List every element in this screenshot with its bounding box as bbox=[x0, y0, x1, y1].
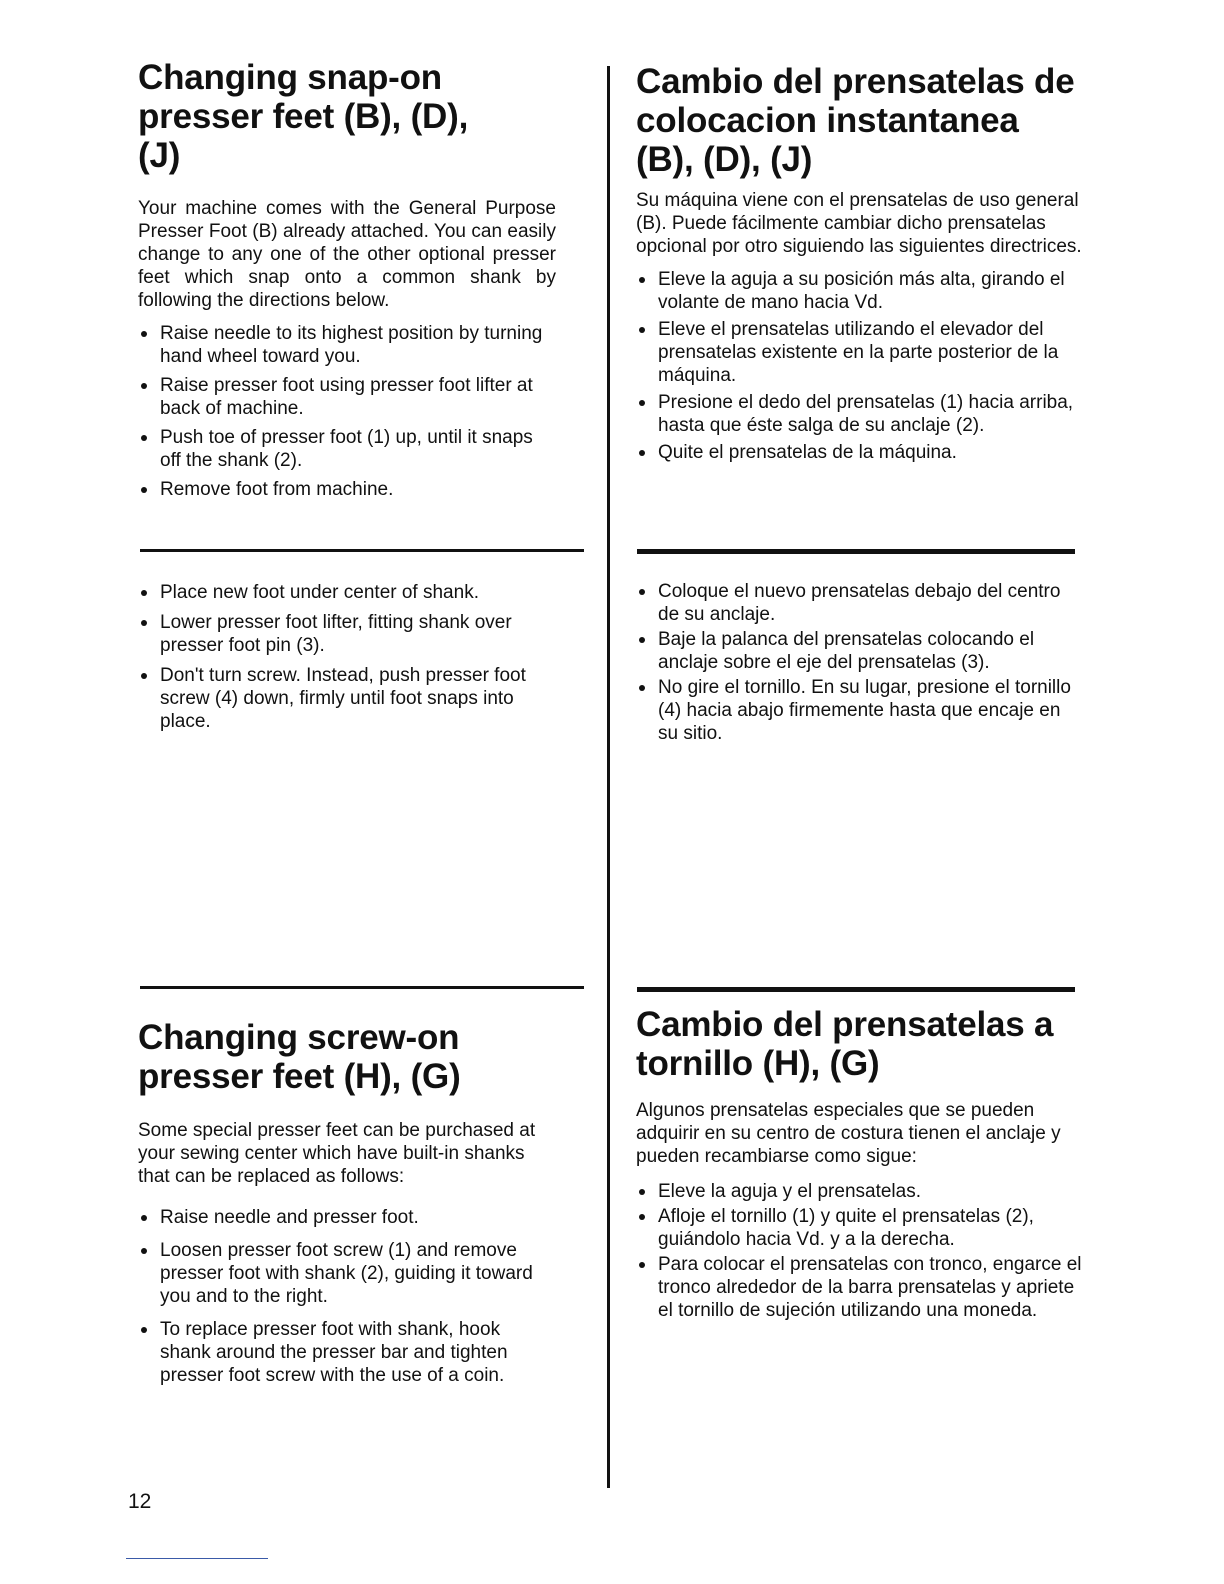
list-item: Raise presser foot using presser foot lifter at back of machine. bbox=[138, 374, 556, 420]
list-item: Baje la palanca del prensatelas colocando el anclaje sobre el eje del prensatelas (3). bbox=[636, 628, 1082, 674]
es-divider-2 bbox=[637, 987, 1075, 992]
list-item: Place new foot under center of shank. bbox=[138, 581, 556, 604]
list-item: Afloje el tornillo (1) y quite el prensatelas (2), guiándolo hacia Vd. y a la derecha. bbox=[636, 1205, 1082, 1251]
list-item: Eleve la aguja a su posición más alta, girando el volante de mano hacia Vd. bbox=[636, 268, 1082, 314]
en-screw-steps bbox=[138, 1206, 556, 1387]
list-item: Eleve la aguja y el prensatelas. bbox=[636, 1180, 1082, 1203]
bullet-icon bbox=[639, 327, 645, 333]
bullet-icon bbox=[639, 450, 645, 456]
es-snap-section-continued bbox=[636, 580, 1082, 745]
bullet-icon bbox=[639, 1189, 645, 1195]
list-item: Eleve el prensatelas utilizando el elevador del prensatelas existente en la parte posterior de la máquina. bbox=[636, 318, 1082, 387]
es-snap-steps-2 bbox=[636, 580, 1082, 745]
bullet-icon bbox=[141, 1215, 147, 1221]
list-item: Push toe of presser foot (1) up, until it snaps off the shank (2). bbox=[138, 426, 556, 472]
en-snap-intro: Your machine comes with the General Purpose Presser Foot (B) already attached. You can easily change to any one of the other optional presser feet which snap onto a common shank by following the directions below. bbox=[138, 198, 556, 311]
bullet-icon bbox=[141, 590, 147, 596]
es-snap-intro: Su máquina viene con el prensatelas de uso general (B). Puede fácilmente cambiar dicho prensatelas opcional por otro siguiendo las siguientes directrices. bbox=[636, 190, 1082, 257]
list-item: Lower presser foot lifter, fitting shank over presser foot pin (3). bbox=[138, 611, 556, 657]
es-screw-section bbox=[636, 1005, 1082, 1322]
es-snap-steps bbox=[636, 268, 1082, 464]
en-snap-steps-2 bbox=[138, 581, 556, 733]
bullet-icon bbox=[141, 435, 147, 441]
list-item: Quite el prensatelas de la máquina. bbox=[636, 441, 1082, 464]
footer-line bbox=[126, 1558, 268, 1559]
list-item: Loosen presser foot screw (1) and remove presser foot with shank (2), guiding it toward you and to the right. bbox=[138, 1239, 556, 1308]
es-screw-intro: Algunos prensatelas especiales que se pueden adquirir en su centro de costura tienen el anclaje y pueden recambiarse como sigue: bbox=[636, 1100, 1061, 1167]
bullet-icon bbox=[141, 331, 147, 337]
list-item: Coloque el nuevo prensatelas debajo del centro de su anclaje. bbox=[636, 580, 1082, 626]
page-number: 12 bbox=[128, 1490, 152, 1513]
es-snap-section bbox=[636, 62, 1082, 464]
bullet-icon bbox=[639, 685, 645, 691]
es-divider-1 bbox=[637, 549, 1075, 554]
es-snap-title: Cambio del prensatelas de colocacion instantanea (B), (D), (J) bbox=[636, 62, 1075, 179]
bullet-icon bbox=[639, 589, 645, 595]
list-item: Raise needle and presser foot. bbox=[138, 1206, 556, 1229]
bullet-icon bbox=[141, 383, 147, 389]
bullet-icon bbox=[639, 400, 645, 406]
bullet-icon bbox=[141, 673, 147, 679]
en-screw-intro: Some special presser feet can be purchased at your sewing center which have built-in shanks that can be replaced as follows: bbox=[138, 1120, 536, 1187]
en-divider-1 bbox=[140, 549, 584, 552]
bullet-icon bbox=[639, 1262, 645, 1268]
list-item: Presione el dedo del prensatelas (1) hacia arriba, hasta que éste salga de su anclaje (2). bbox=[636, 391, 1082, 437]
en-snap-steps bbox=[138, 322, 556, 501]
bullet-icon bbox=[141, 620, 147, 626]
en-snap-section-continued bbox=[138, 581, 556, 733]
en-snap-title: Changing snap-on presser feet (B), (D), (J) bbox=[138, 58, 469, 175]
bullet-icon bbox=[639, 1214, 645, 1220]
bullet-icon bbox=[639, 637, 645, 643]
list-item: Don't turn screw. Instead, push presser foot screw (4) down, firmly until foot snaps into place. bbox=[138, 664, 556, 733]
list-item: To replace presser foot with shank, hook shank around the presser bar and tighten presser foot screw with the use of a coin. bbox=[138, 1318, 556, 1387]
bullet-icon bbox=[639, 277, 645, 283]
es-screw-steps bbox=[636, 1180, 1082, 1322]
en-divider-2 bbox=[140, 986, 584, 989]
list-item: Raise needle to its highest position by turning hand wheel toward you. bbox=[138, 322, 556, 368]
list-item: Remove foot from machine. bbox=[138, 478, 556, 501]
list-item: Para colocar el prensatelas con tronco, engarce el tronco alrededor de la barra prensatelas y apriete el tornillo de sujeción utilizando una moneda. bbox=[636, 1253, 1082, 1322]
bullet-icon bbox=[141, 1327, 147, 1333]
en-snap-section bbox=[138, 58, 556, 501]
es-screw-title: Cambio del prensatelas a tornillo (H), (G) bbox=[636, 1005, 1054, 1083]
bullet-icon bbox=[141, 487, 147, 493]
column-divider bbox=[607, 66, 610, 1488]
en-screw-title: Changing screw-on presser feet (H), (G) bbox=[138, 1018, 461, 1096]
bullet-icon bbox=[141, 1248, 147, 1254]
en-screw-section bbox=[138, 1018, 556, 1387]
list-item: No gire el tornillo. En su lugar, presione el tornillo (4) hacia abajo firmemente hasta que encaje en su sitio. bbox=[636, 676, 1082, 745]
